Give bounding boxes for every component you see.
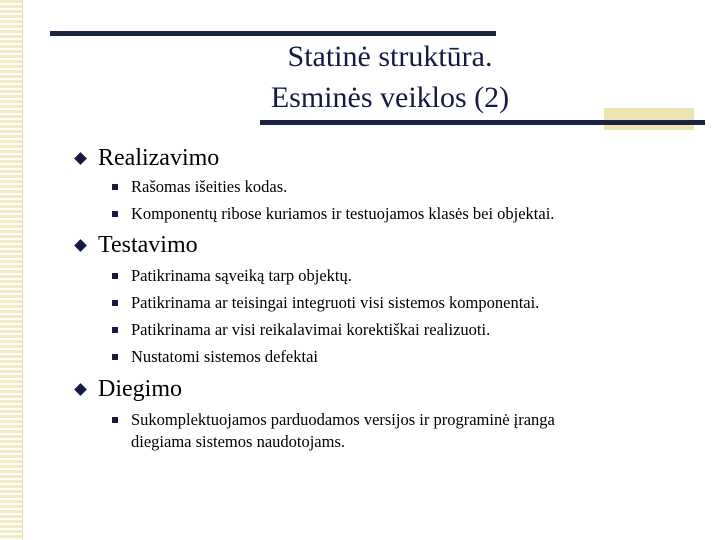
square-bullet-icon [112, 273, 118, 279]
list-item-label: Nustatomi sistemos defektai [131, 347, 318, 366]
slide-title [160, 36, 620, 118]
title-line-1: Statinė struktūra. [287, 40, 493, 73]
list-item-label: Komponentų ribose kuriamos ir testuojamos klasės bei objektai. [131, 204, 555, 223]
title-rule-bottom [260, 120, 705, 125]
list-item-label: Rašomas išeities kodas. [131, 177, 288, 196]
diamond-bullet-icon [74, 239, 87, 252]
square-bullet-icon [112, 417, 118, 423]
square-bullet-icon [112, 184, 118, 190]
section-heading-label: Realizavimo [98, 145, 220, 171]
square-bullet-icon [112, 327, 118, 333]
list-item-label: Patikrinama ar visi reikalavimai korektiškai realizuoti. [131, 320, 491, 339]
square-bullet-icon [112, 300, 118, 306]
section-heading-label: Testavimo [98, 232, 198, 258]
diamond-bullet-icon [74, 383, 87, 396]
diamond-bullet-icon [74, 152, 87, 165]
list-item-label: Patikrinama sąveiką tarp objektų. [131, 266, 352, 285]
square-bullet-icon [112, 211, 118, 217]
list-item-label: diegiama sistemos naudotojams. [131, 432, 346, 451]
decorative-stripe [0, 0, 23, 540]
section-heading-label: Diegimo [98, 376, 182, 402]
list-item-label: Sukomplektuojamos parduodamos versijos ir programinė įranga [131, 410, 555, 429]
title-line-2: Esminės veiklos (2) [270, 81, 510, 114]
list-item-label: Patikrinama ar teisingai integruoti visi sistemos komponentai. [131, 293, 540, 312]
square-bullet-icon [112, 354, 118, 360]
